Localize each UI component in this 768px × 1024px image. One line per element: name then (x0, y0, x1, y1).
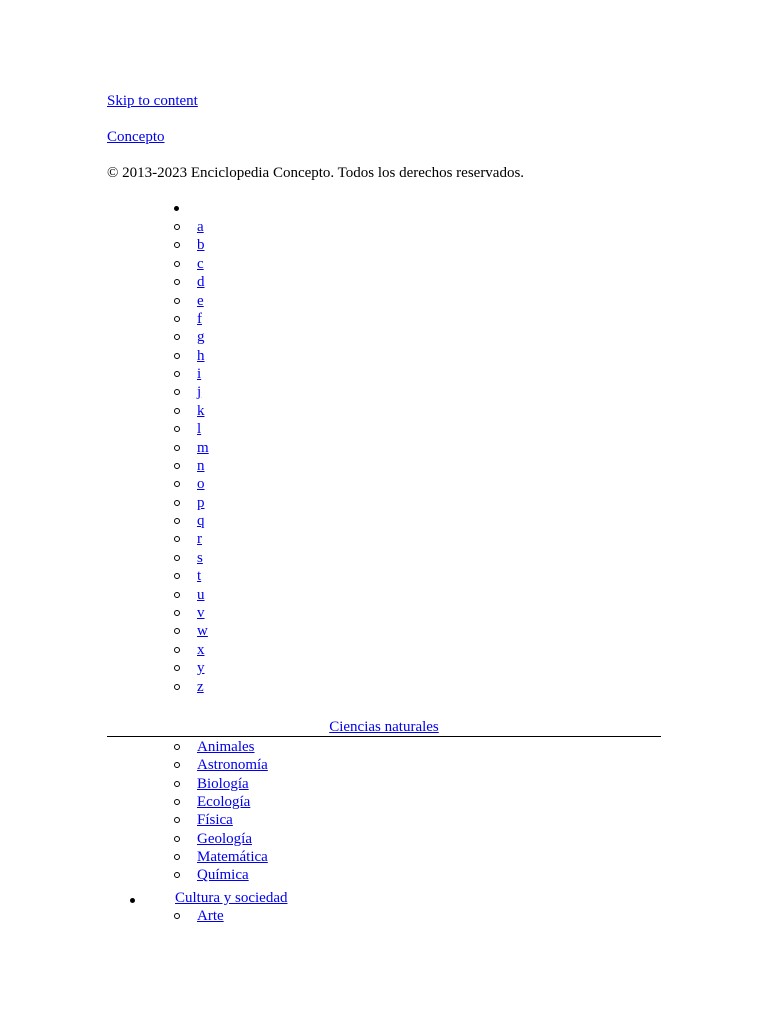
letter-link-d[interactable]: d (197, 274, 205, 291)
site-brand-line (107, 128, 165, 146)
subcategory-link-arte[interactable]: Arte (197, 908, 224, 924)
letter-link-m[interactable]: m (197, 439, 209, 456)
circle-bullet (174, 279, 180, 285)
letter-link-s[interactable]: s (197, 549, 203, 566)
subcategory-link-ecologia[interactable]: Ecología (197, 793, 251, 810)
letter-link-y[interactable]: y (197, 660, 205, 677)
letter-link-e[interactable]: e (197, 292, 204, 309)
letter-link-g[interactable]: g (197, 329, 205, 346)
letter-link-t[interactable]: t (197, 568, 202, 585)
skip-to-content-link[interactable]: Skip to content (107, 93, 198, 109)
circle-bullet (174, 781, 180, 787)
circle-bullet (174, 665, 180, 671)
skip-to-content-line (107, 92, 198, 110)
letter-link-o[interactable]: o (197, 476, 205, 493)
circle-bullet (174, 353, 180, 359)
circle-bullet (174, 817, 180, 823)
circle-bullet (174, 463, 180, 469)
circle-bullet (174, 573, 180, 579)
circle-bullet (174, 836, 180, 842)
letter-link-r[interactable]: r (197, 531, 202, 548)
circle-bullet (174, 854, 180, 860)
circle-bullet (174, 872, 180, 878)
site-home-link[interactable]: Concepto (107, 129, 165, 145)
circle-bullet (174, 298, 180, 304)
subcategory-link-quimica[interactable]: Química (197, 867, 249, 884)
letter-link-v[interactable]: v (197, 604, 205, 621)
letter-link-p[interactable]: p (197, 494, 205, 511)
circle-bullet (174, 224, 180, 230)
circle-bullet (174, 426, 180, 432)
circle-bullet (174, 684, 180, 690)
circle-bullet (174, 242, 180, 248)
letter-link-z[interactable]: z (197, 678, 204, 695)
letter-link-i[interactable]: i (197, 366, 202, 383)
circle-bullet (174, 481, 180, 487)
copyright-text: © 2013-2023 Enciclopedia Concepto. Todos los derechos reservados. (107, 165, 525, 181)
circle-bullet (174, 762, 180, 768)
circle-bullet (174, 744, 180, 750)
circle-bullet (174, 408, 180, 414)
letter-link-f[interactable]: f (197, 310, 202, 327)
circle-bullet (174, 536, 180, 542)
letter-link-c[interactable]: c (197, 255, 204, 272)
category-link-ciencias-naturales[interactable]: Ciencias naturales (329, 719, 439, 735)
circle-bullet (174, 261, 180, 267)
letter-link-n[interactable]: n (197, 457, 205, 474)
letter-link-h[interactable]: h (197, 347, 205, 364)
circle-bullet (174, 334, 180, 340)
subcategory-link-geologia[interactable]: Geología (197, 830, 252, 847)
circle-bullet (174, 592, 180, 598)
subcategory-link-biologia[interactable]: Biología (197, 775, 249, 792)
letter-link-a[interactable]: a (197, 219, 204, 235)
circle-bullet (174, 518, 180, 524)
circle-bullet (174, 555, 180, 561)
list-bullet (130, 898, 135, 903)
letter-link-b[interactable]: b (197, 237, 205, 254)
letter-link-u[interactable]: u (197, 586, 205, 603)
list-bullet (174, 206, 179, 211)
letter-link-l[interactable]: l (197, 421, 202, 438)
letter-link-j[interactable]: j (197, 384, 202, 401)
circle-bullet (174, 371, 180, 377)
letter-link-w[interactable]: w (197, 623, 208, 640)
letter-link-q[interactable]: q (197, 513, 205, 530)
circle-bullet (174, 628, 180, 634)
circle-bullet (174, 389, 180, 395)
letter-link-k[interactable]: k (197, 402, 205, 419)
subcategory-link-animales[interactable]: Animales (197, 739, 255, 755)
category-link-cultura-y-sociedad[interactable]: Cultura y sociedad (175, 890, 288, 906)
circle-bullet (174, 610, 180, 616)
subcategory-link-matematica[interactable]: Matemática (197, 848, 268, 865)
letter-link-x[interactable]: x (197, 641, 205, 658)
circle-bullet (174, 445, 180, 451)
circle-bullet (174, 799, 180, 805)
circle-bullet (174, 500, 180, 506)
subcategory-link-astronomia[interactable]: Astronomía (197, 757, 268, 774)
circle-bullet (174, 913, 180, 919)
section-heading-ciencias-naturales (107, 718, 661, 737)
subcategory-link-fisica[interactable]: Física (197, 812, 233, 829)
circle-bullet (174, 316, 180, 322)
circle-bullet (174, 647, 180, 653)
